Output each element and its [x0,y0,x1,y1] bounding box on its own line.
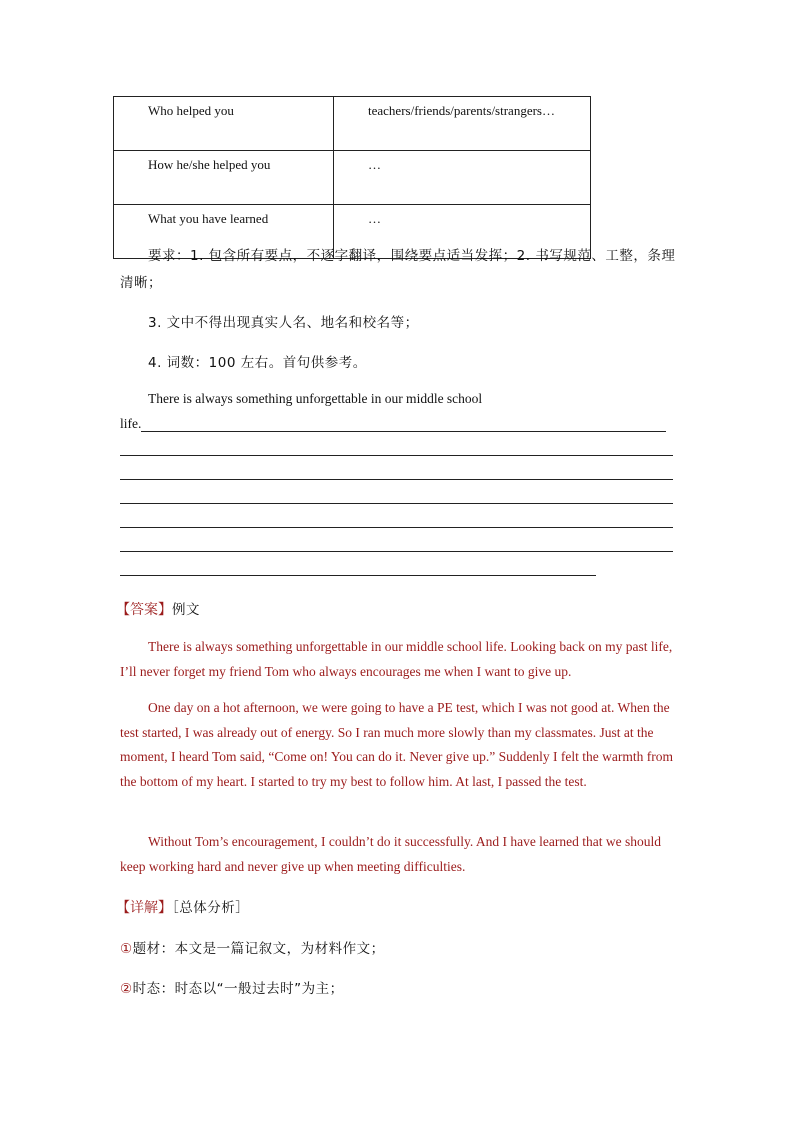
writing-line [120,455,673,456]
answer-heading [116,598,200,619]
detail-heading [116,896,249,917]
table-cell-label: Who helped you [114,97,334,151]
prompt-first-sentence: There is always something unforgettable in our middle school [148,391,483,406]
writing-line [120,527,673,528]
detail-heading-text: ［总体分析］ [172,900,250,916]
answer-paragraph [120,830,675,879]
answer-paragraph [120,696,675,794]
table-cell-value: … [334,151,591,205]
detail-heading-bracket: 【详解】 [116,900,172,916]
table-row [114,97,591,151]
detail-item-text: 时态：时态以“一般过去时”为主； [132,981,344,997]
writing-line [120,479,673,480]
requirement-line-1: 要求：1. 包含所有要点，不逐字翻译，围绕要点适当发挥；2. 书写规范、工整，条理 [148,248,676,264]
requirement-line-1-cont: 清晰； [120,275,162,291]
requirement-line-3: 4. 词数：100 左右。首句供参考。 [148,355,367,371]
writing-line [120,575,596,576]
detail-item [120,977,344,997]
outline-table [113,96,591,259]
table-cell-value: teachers/friends/parents/strangers… [334,97,591,151]
table-cell-value: … [334,205,591,259]
answer-paragraph-text: One day on a hot afternoon, we were going to have a PE test, which I was not good at. When the test started, I was already out of energy. So I ran much more slowly than my classmates. Just at the moment, I heard Tom said, “Come on! You can do it. Never give up.” Suddenly I felt the warmth from the bottom of my heart. I started to try my best to follow him. At last, I passed the test. [120,700,673,789]
table-row [114,151,591,205]
writing-line [141,431,666,432]
prompt-first-sentence-cont: life. [120,416,142,431]
detail-item-marker: ② [120,981,133,997]
answer-paragraph-text: Without Tom’s encouragement, I couldn’t do it successfully. And I have learned that we should keep working hard and never give up when meeting difficulties. [120,834,662,874]
writing-line [120,551,673,552]
writing-line [120,503,673,504]
table-cell-label: How he/she helped you [114,151,334,205]
answer-paragraph-text: There is always something unforgettable in our middle school life. Looking back on my past life, I’ll never forget my friend Tom who always encourages me when I want to give up. [120,639,673,679]
answer-heading-text: 例文 [172,602,200,618]
table-cell-label: What you have learned [114,205,334,259]
detail-item [120,937,385,957]
requirement-line-2: 3. 文中不得出现真实人名、地名和校名等； [148,315,419,331]
answer-heading-bracket: 【答案】 [116,602,172,618]
detail-item-marker: ① [120,941,133,957]
detail-item-text: 题材：本文是一篇记叙文，为材料作文； [132,941,385,957]
answer-paragraph [120,635,675,684]
